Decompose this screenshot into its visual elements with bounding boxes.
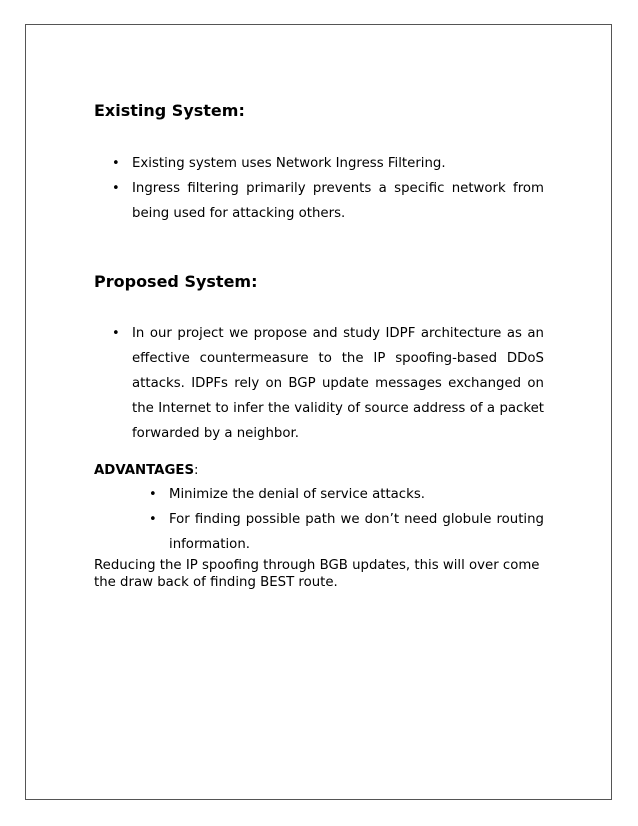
advantages-title: ADVANTAGES <box>94 463 195 478</box>
list-item <box>112 176 544 226</box>
proposed-system-heading: Proposed System: <box>94 272 258 291</box>
bullet-icon: • <box>112 326 120 341</box>
advantages-colon: : <box>194 463 199 478</box>
closing-paragraph: Reducing the IP spoofing through BGB updates, this will over come the draw back of finding BEST route. <box>94 558 540 590</box>
list-item-text: Existing system uses Network Ingress Filtering. <box>132 156 446 171</box>
existing-system-heading: Existing System: <box>94 101 245 120</box>
proposed-system-list <box>112 321 544 446</box>
existing-system-list <box>112 151 544 226</box>
list-item-text: Minimize the denial of service attacks. <box>169 487 425 502</box>
list-item <box>149 482 544 507</box>
list-item-text: Ingress filtering primarily prevents a specific network from being used for attacking others. <box>132 181 544 221</box>
bullet-icon: • <box>112 181 120 196</box>
list-item-text: In our project we propose and study IDPF architecture as an effective countermeasure to the IP spoofing-based DDoS attacks. IDPFs rely on BGP update messages exchanged on the Internet to infer the validity of source address of a packet forwarded by a neighbor. <box>132 326 544 441</box>
advantages-list <box>149 482 544 557</box>
list-item-text: For finding possible path we don’t need globule routing information. <box>169 512 544 552</box>
bullet-icon: • <box>112 156 120 171</box>
bullet-icon: • <box>149 512 157 527</box>
list-item <box>149 507 544 557</box>
advantages-label <box>94 461 199 481</box>
bullet-icon: • <box>149 487 157 502</box>
list-item <box>112 321 544 446</box>
list-item <box>112 151 544 176</box>
